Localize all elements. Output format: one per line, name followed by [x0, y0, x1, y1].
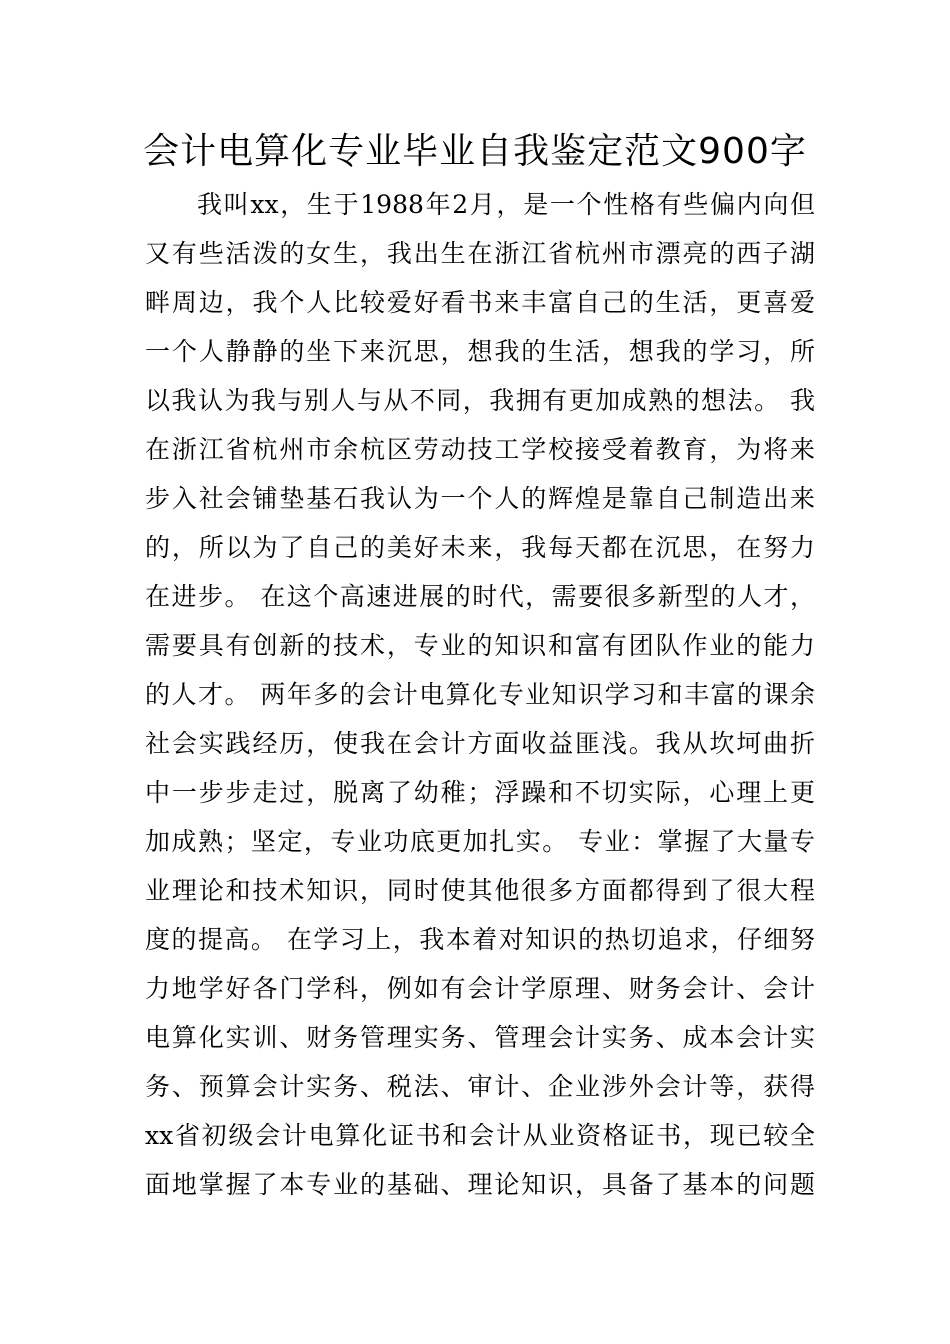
- body-line: 务、预算会计实务、税法、审计、企业涉外会计等，获得: [145, 1072, 815, 1101]
- body-line: 步入社会铺垫基石我认为一个人的辉煌是靠自己制造出来: [145, 484, 815, 513]
- body-line: 力地学好各门学科，例如有会计学原理、财务会计、会计: [145, 974, 815, 1003]
- document-body: [145, 180, 815, 1209]
- body-line: 畔周边，我个人比较爱好看书来丰富自己的生活，更喜爱: [145, 288, 815, 317]
- body-line: 加成熟；坚定，专业功底更加扎实。 专业：掌握了大量专: [145, 827, 815, 856]
- body-line: xx省初级会计电算化证书和会计从业资格证书，现已较全: [145, 1121, 815, 1150]
- body-line: 需要具有创新的技术，专业的知识和富有团队作业的能力: [145, 631, 815, 660]
- body-line: 业理论和技术知识，同时使其他很多方面都得到了很大程: [145, 876, 815, 905]
- body-line: 中一步步走过，脱离了幼稚；浮躁和不切实际，心理上更: [145, 778, 815, 807]
- body-line: 面地掌握了本专业的基础、理论知识，具备了基本的问题: [145, 1170, 815, 1199]
- body-line: 电算化实训、财务管理实务、管理会计实务、成本会计实: [145, 1023, 815, 1052]
- body-line: 的，所以为了自己的美好未来，我每天都在沉思，在努力: [145, 533, 815, 562]
- document-title: 会计电算化专业毕业自我鉴定范文900字: [143, 131, 807, 172]
- body-line: 社会实践经历，使我在会计方面收益匪浅。我从坎坷曲折: [145, 729, 815, 758]
- body-line: 在浙江省杭州市余杭区劳动技工学校接受着教育，为将来: [145, 435, 815, 464]
- body-line: 在进步。 在这个高速进展的时代，需要很多新型的人才，: [145, 582, 815, 611]
- body-line: 一个人静静的坐下来沉思，想我的生活，想我的学习，所: [145, 337, 815, 366]
- body-line: 以我认为我与别人与从不同，我拥有更加成熟的想法。 我: [145, 386, 815, 415]
- body-line: 的人才。 两年多的会计电算化专业知识学习和丰富的课余: [145, 680, 815, 709]
- body-line: 度的提高。 在学习上，我本着对知识的热切追求，仔细努: [145, 925, 815, 954]
- body-line: 我叫xx，生于1988年2月，是一个性格有些偏内向但: [197, 190, 815, 219]
- body-line: 又有些活泼的女生，我出生在浙江省杭州市漂亮的西子湖: [145, 239, 815, 268]
